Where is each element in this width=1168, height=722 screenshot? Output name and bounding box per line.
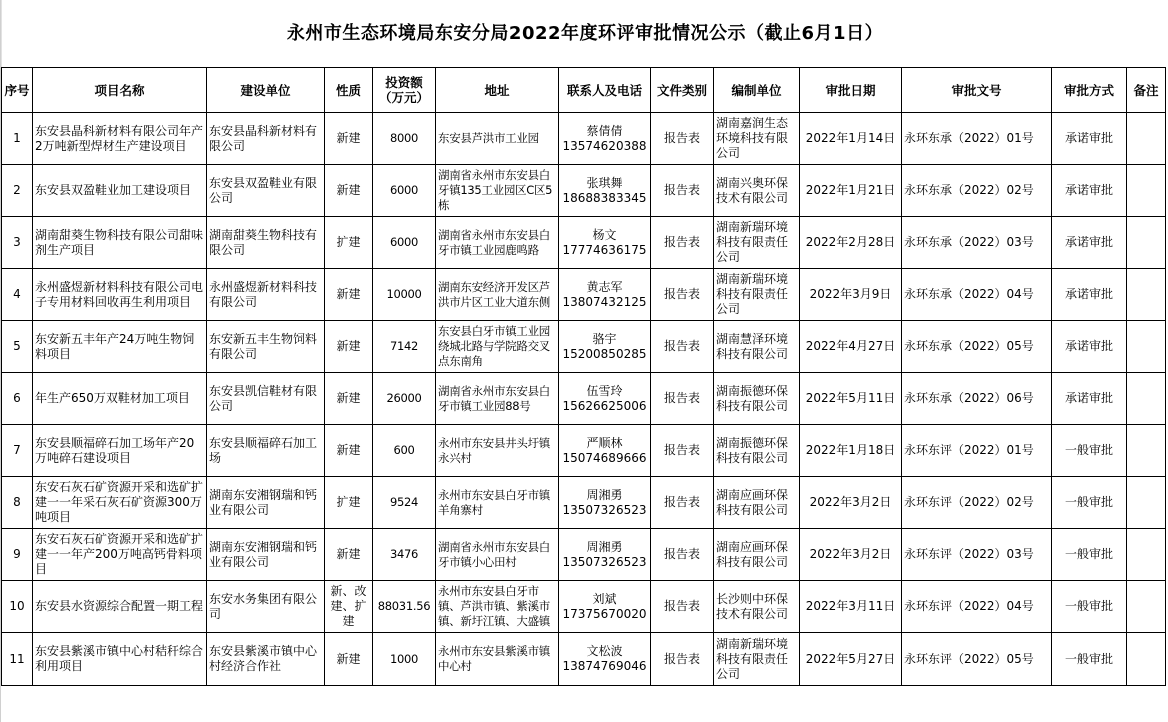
cell-approval-date: 2022年4月27日	[800, 321, 902, 373]
header-cell: 编制单位	[714, 68, 800, 113]
cell-file-type: 报告表	[651, 529, 714, 581]
contact-name: 杨文	[592, 227, 617, 242]
cell-address: 湖南省永州市东安县白牙市镇工业园鹿鸣路	[436, 217, 559, 269]
header-cell: 地址	[436, 68, 559, 113]
cell-contact	[559, 529, 651, 581]
cell-contact	[559, 113, 651, 165]
cell-file-type: 报告表	[651, 217, 714, 269]
cell-approval-method: 一般审批	[1052, 425, 1127, 477]
cell-editing-unit: 湖南应画环保科技有限公司	[714, 529, 800, 581]
cell-approval-method: 承诺审批	[1052, 165, 1127, 217]
cell-project-name: 年生产650万双鞋材加工项目	[33, 373, 207, 425]
cell-remark	[1127, 581, 1166, 633]
cell-remark	[1127, 477, 1166, 529]
cell-investment: 6000	[373, 217, 436, 269]
cell-nature: 新建	[325, 373, 373, 425]
cell-address: 湖南东安经济开发区芦洪市片区工业大道东侧	[436, 269, 559, 321]
cell-file-type: 报告表	[651, 113, 714, 165]
cell-construction-unit: 东安县紫溪市镇中心村经济合作社	[207, 633, 325, 686]
header-row	[2, 68, 1166, 113]
contact-phone: 13507326523	[562, 502, 647, 517]
cell-document-number: 永环东承（2022）06号	[902, 373, 1052, 425]
cell-editing-unit: 湖南应画环保科技有限公司	[714, 477, 800, 529]
cell-approval-date: 2022年5月27日	[800, 633, 902, 686]
cell-editing-unit: 湖南振德环保科技有限公司	[714, 425, 800, 477]
cell-investment: 8000	[373, 113, 436, 165]
cell-file-type: 报告表	[651, 425, 714, 477]
cell-file-type: 报告表	[651, 165, 714, 217]
contact-name: 张琪舞	[586, 175, 623, 190]
contact-name: 蔡倩倩	[586, 123, 623, 138]
cell-investment: 7142	[373, 321, 436, 373]
cell-nature: 新建	[325, 633, 373, 686]
cell-nature: 新建	[325, 165, 373, 217]
cell-contact	[559, 425, 651, 477]
cell-address: 东安县白牙市镇工业园绕城北路与学院路交叉点东南角	[436, 321, 559, 373]
cell-file-type: 报告表	[651, 633, 714, 686]
contact-phone: 15200850285	[562, 346, 647, 361]
cell-no: 2	[2, 165, 33, 217]
cell-project-name: 东安石灰石矿资源开采和选矿扩建一一年产200万吨高钙骨料项目	[33, 529, 207, 581]
cell-construction-unit: 湖南东安湘钢瑞和钙业有限公司	[207, 477, 325, 529]
header-cell: 项目名称	[33, 68, 207, 113]
cell-contact	[559, 217, 651, 269]
cell-project-name: 东安县顺福碎石加工场年产20万吨碎石建设项目	[33, 425, 207, 477]
cell-approval-date: 2022年3月2日	[800, 477, 902, 529]
cell-project-name: 东安新五丰年产24万吨生物饲料项目	[33, 321, 207, 373]
cell-file-type: 报告表	[651, 269, 714, 321]
table-body	[2, 113, 1166, 686]
cell-editing-unit: 湖南新瑞环境科技有限责任公司	[714, 633, 800, 686]
cell-no: 1	[2, 113, 33, 165]
cell-construction-unit: 东安水务集团有限公司	[207, 581, 325, 633]
cell-editing-unit: 湖南新瑞环境科技有限责任公司	[714, 217, 800, 269]
cell-contact	[559, 633, 651, 686]
cell-address: 东安县芦洪市工业园	[436, 113, 559, 165]
cell-file-type: 报告表	[651, 477, 714, 529]
cell-document-number: 永环东评（2022）04号	[902, 581, 1052, 633]
cell-approval-date: 2022年1月18日	[800, 425, 902, 477]
cell-no: 10	[2, 581, 33, 633]
cell-contact	[559, 477, 651, 529]
cell-no: 6	[2, 373, 33, 425]
table-row	[2, 165, 1166, 217]
cell-approval-date: 2022年5月11日	[800, 373, 902, 425]
cell-project-name: 东安县双盈鞋业加工建设项目	[33, 165, 207, 217]
cell-document-number: 永环东承（2022）03号	[902, 217, 1052, 269]
table-row	[2, 373, 1166, 425]
cell-file-type: 报告表	[651, 373, 714, 425]
cell-nature: 新、改建、扩建	[325, 581, 373, 633]
cell-investment: 3476	[373, 529, 436, 581]
cell-no: 7	[2, 425, 33, 477]
table-row	[2, 581, 1166, 633]
cell-project-name: 湖南甜葵生物科技有限公司甜味剂生产项目	[33, 217, 207, 269]
cell-investment: 1000	[373, 633, 436, 686]
contact-name: 周湘勇	[586, 539, 623, 554]
cell-file-type: 报告表	[651, 321, 714, 373]
cell-nature: 新建	[325, 113, 373, 165]
cell-nature: 新建	[325, 425, 373, 477]
cell-no: 8	[2, 477, 33, 529]
cell-approval-date: 2022年1月14日	[800, 113, 902, 165]
cell-approval-method: 承诺审批	[1052, 113, 1127, 165]
cell-nature: 扩建	[325, 217, 373, 269]
cell-project-name: 东安县水资源综合配置一期工程	[33, 581, 207, 633]
cell-approval-method: 承诺审批	[1052, 321, 1127, 373]
page-title: 永州市生态环境局东安分局2022年度环评审批情况公示（截止6月1日）	[286, 23, 884, 44]
cell-project-name: 东安县晶科新材料有限公司年产2万吨新型焊材生产建设项目	[33, 113, 207, 165]
cell-construction-unit: 东安县顺福碎石加工场	[207, 425, 325, 477]
contact-name: 严顺林	[586, 435, 623, 450]
header-cell: 备注	[1127, 68, 1166, 113]
contact-phone: 18688383345	[562, 190, 647, 205]
contact-phone: 15074689666	[562, 450, 647, 465]
cell-construction-unit: 永州盛煜新材料科技有限公司	[207, 269, 325, 321]
cell-project-name: 东安石灰石矿资源开采和选矿扩建一一年采石灰石矿资源300万吨项目	[33, 477, 207, 529]
cell-approval-date: 2022年3月9日	[800, 269, 902, 321]
contact-phone: 13574620388	[562, 138, 647, 153]
cell-address: 湖南省永州市东安县白牙市镇工业园88号	[436, 373, 559, 425]
cell-approval-date: 2022年3月11日	[800, 581, 902, 633]
cell-contact	[559, 373, 651, 425]
cell-investment: 10000	[373, 269, 436, 321]
header-cell: 建设单位	[207, 68, 325, 113]
cell-address: 永州市东安县紫溪市镇中心村	[436, 633, 559, 686]
table-row	[2, 113, 1166, 165]
cell-construction-unit: 东安县凯信鞋材有限公司	[207, 373, 325, 425]
cell-editing-unit: 长沙则中环保技术有限公司	[714, 581, 800, 633]
cell-document-number: 永环东评（2022）05号	[902, 633, 1052, 686]
cell-nature: 新建	[325, 321, 373, 373]
cell-document-number: 永环东承（2022）01号	[902, 113, 1052, 165]
cell-address: 湖南省永州市东安县白牙市镇小心田村	[436, 529, 559, 581]
cell-remark	[1127, 269, 1166, 321]
cell-remark	[1127, 321, 1166, 373]
cell-editing-unit: 湖南振德环保科技有限公司	[714, 373, 800, 425]
cell-investment: 26000	[373, 373, 436, 425]
header-cell: 性质	[325, 68, 373, 113]
cell-contact	[559, 269, 651, 321]
cell-editing-unit: 湖南兴奥环保技术有限公司	[714, 165, 800, 217]
cell-approval-method: 一般审批	[1052, 581, 1127, 633]
header-cell: 序号	[2, 68, 33, 113]
cell-contact	[559, 581, 651, 633]
cell-remark	[1127, 217, 1166, 269]
header-cell: 文件类别	[651, 68, 714, 113]
table-row	[2, 321, 1166, 373]
cell-approval-method: 一般审批	[1052, 529, 1127, 581]
cell-construction-unit: 湖南东安湘钢瑞和钙业有限公司	[207, 529, 325, 581]
cell-address: 永州市东安县井头圩镇永兴村	[436, 425, 559, 477]
cell-investment: 6000	[373, 165, 436, 217]
contact-name: 文松波	[586, 644, 623, 658]
contact-name: 伍雪玲	[586, 383, 623, 398]
cell-approval-method: 承诺审批	[1052, 217, 1127, 269]
contact-phone: 13874769046	[562, 659, 647, 673]
cell-remark	[1127, 113, 1166, 165]
table-row	[2, 477, 1166, 529]
cell-project-name: 东安县紫溪市镇中心村秸秆综合利用项目	[33, 633, 207, 686]
header-cell: 审批日期	[800, 68, 902, 113]
approval-table	[1, 67, 1166, 686]
cell-document-number: 永环东评（2022）02号	[902, 477, 1052, 529]
cell-remark	[1127, 425, 1166, 477]
header-cell: 投资额（万元）	[373, 68, 436, 113]
cell-no: 9	[2, 529, 33, 581]
contact-name: 骆宇	[592, 331, 617, 346]
cell-editing-unit: 湖南嘉润生态环境科技有限公司	[714, 113, 800, 165]
cell-document-number: 永环东承（2022）05号	[902, 321, 1052, 373]
contact-phone: 17774636175	[562, 242, 647, 257]
contact-phone: 15626625006	[562, 398, 647, 413]
contact-name: 黄志军	[586, 279, 623, 294]
header-cell: 审批文号	[902, 68, 1052, 113]
cell-approval-date: 2022年3月2日	[800, 529, 902, 581]
cell-remark	[1127, 633, 1166, 686]
cell-no: 11	[2, 633, 33, 686]
contact-phone: 17375670020	[562, 606, 647, 621]
cell-approval-date: 2022年1月21日	[800, 165, 902, 217]
cell-construction-unit: 东安县双盈鞋业有限公司	[207, 165, 325, 217]
table-row	[2, 217, 1166, 269]
cell-no: 4	[2, 269, 33, 321]
cell-contact	[559, 165, 651, 217]
contact-phone: 13507326523	[562, 554, 647, 569]
cell-nature: 扩建	[325, 477, 373, 529]
cell-construction-unit: 东安新五丰生物饲料有限公司	[207, 321, 325, 373]
cell-document-number: 永环东承（2022）04号	[902, 269, 1052, 321]
contact-phone: 13807432125	[562, 294, 647, 309]
cell-investment: 600	[373, 425, 436, 477]
table-row	[2, 529, 1166, 581]
cell-nature: 新建	[325, 529, 373, 581]
cell-approval-method: 一般审批	[1052, 633, 1127, 686]
contact-name: 刘斌	[592, 591, 617, 606]
cell-no: 5	[2, 321, 33, 373]
cell-approval-method: 一般审批	[1052, 477, 1127, 529]
table-row	[2, 269, 1166, 321]
table-row	[2, 425, 1166, 477]
cell-investment: 88031.56	[373, 581, 436, 633]
cell-remark	[1127, 165, 1166, 217]
cell-address: 永州市东安县白牙市镇羊角寨村	[436, 477, 559, 529]
cell-address: 永州市东安县白牙市镇、芦洪市镇、紫溪市镇、新圩江镇、大盛镇	[436, 581, 559, 633]
cell-construction-unit: 湖南甜葵生物科技有限公司	[207, 217, 325, 269]
cell-editing-unit: 湖南新瑞环境科技有限责任公司	[714, 269, 800, 321]
header-cell: 审批方式	[1052, 68, 1127, 113]
cell-project-name: 永州盛煜新材料科技有限公司电子专用材料回收再生利用项目	[33, 269, 207, 321]
cell-address: 湖南省永州市东安县白牙镇135工业园区C区5栋	[436, 165, 559, 217]
cell-document-number: 永环东评（2022）03号	[902, 529, 1052, 581]
contact-name: 周湘勇	[586, 487, 623, 502]
cell-document-number: 永环东承（2022）02号	[902, 165, 1052, 217]
cell-construction-unit: 东安县晶科新材料有限公司	[207, 113, 325, 165]
header-cell: 联系人及电话	[559, 68, 651, 113]
cell-contact	[559, 321, 651, 373]
table-row	[2, 633, 1166, 686]
cell-file-type: 报告表	[651, 581, 714, 633]
cell-approval-method: 承诺审批	[1052, 373, 1127, 425]
cell-document-number: 永环东评（2022）01号	[902, 425, 1052, 477]
cell-investment: 9524	[373, 477, 436, 529]
cell-no: 3	[2, 217, 33, 269]
cell-editing-unit: 湖南慧泽环境科技有限公司	[714, 321, 800, 373]
cell-remark	[1127, 529, 1166, 581]
cell-remark	[1127, 373, 1166, 425]
cell-approval-method: 承诺审批	[1052, 269, 1127, 321]
cell-approval-date: 2022年2月28日	[800, 217, 902, 269]
cell-nature: 新建	[325, 269, 373, 321]
